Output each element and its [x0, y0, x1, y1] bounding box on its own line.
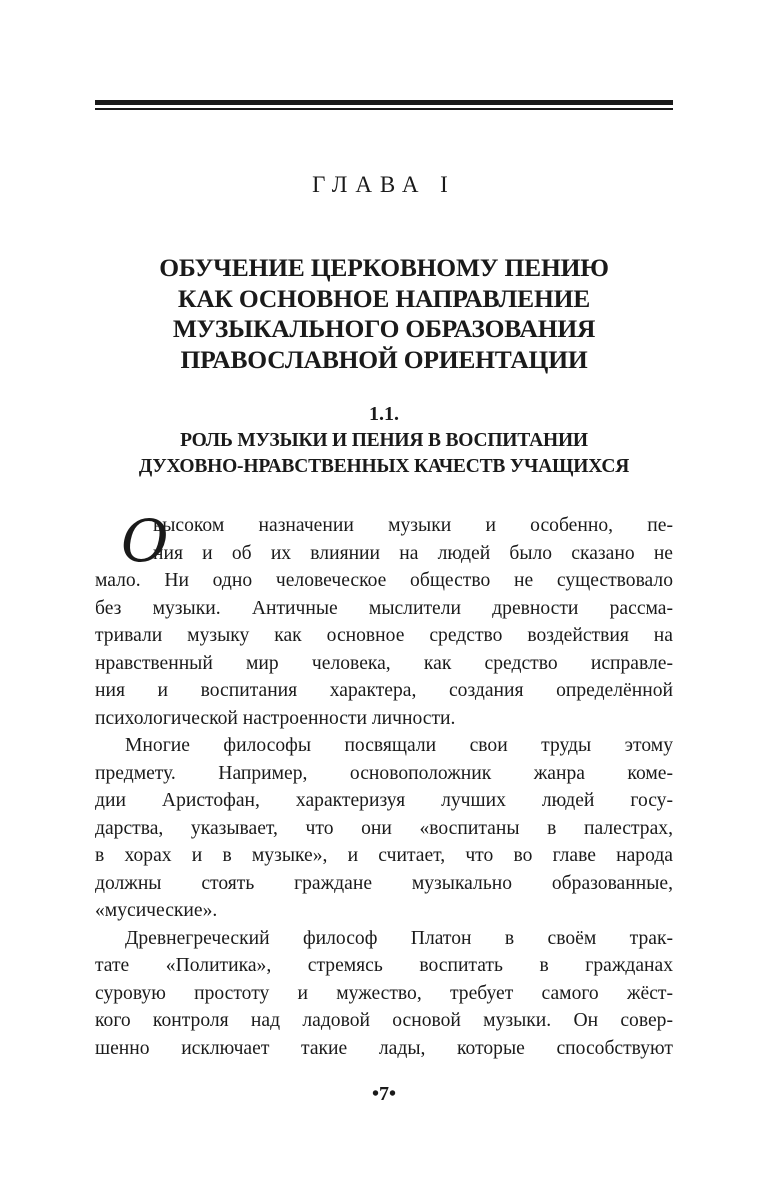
- text-line: кого контроля над ладовой основой музыки. Он совер-: [95, 1010, 673, 1031]
- text-line: дии Аристофан, характеризуя лучших людей госу-: [95, 790, 673, 811]
- text-line: предмету. Например, основоположник жанра коме-: [95, 762, 673, 784]
- chapter-title-line: МУЗЫКАЛЬНОГО ОБРАЗОВАНИЯ: [172, 314, 596, 343]
- text-line: ния и воспитания характера, создания определённой: [95, 680, 673, 701]
- text-line: «мусические».: [95, 900, 218, 921]
- text-line: тате «Политика», стремясь воспитать в гражданах: [95, 955, 673, 976]
- text-line: мало. Ни одно человеческое общество не существовало: [95, 570, 673, 591]
- text-line: дарства, указывает, что они «воспитаны в палестрах,: [95, 817, 673, 839]
- section-number: 1.1.: [369, 403, 399, 425]
- text-line: психологической настроенности личности.: [95, 707, 456, 729]
- chapter-title-line: КАК ОСНОВНОЕ НАПРАВЛЕНИЕ: [177, 283, 591, 313]
- chapter-title: [95, 253, 673, 375]
- body-text: [95, 507, 673, 1062]
- section-title-line: ДУХОВНО-НРАВСТВЕННЫХ КАЧЕСТВ УЧАЩИХСЯ: [138, 456, 630, 477]
- chapter-title-line: ПРАВОСЛАВНОЙ ОРИЕНТАЦИИ: [180, 344, 588, 374]
- chapter-label: ГЛАВА I: [312, 172, 456, 197]
- section-title: [95, 428, 673, 480]
- text-line: Древнегреческий философ Платон в своём трак-: [125, 927, 673, 949]
- text-line: в хорах и в музыке», и считает, что во главе народа: [95, 845, 673, 866]
- text-line: суровую простоту и мужество, требует самого жёст-: [95, 982, 673, 1004]
- text-line: нравственный мир человека, как средство исправле-: [95, 652, 673, 674]
- header-rule-thin: [95, 108, 673, 110]
- text-line: высоком назначении музыки и особенно, пе-: [153, 515, 673, 536]
- header-rule-thick: [95, 100, 673, 105]
- drop-cap: О: [121, 507, 169, 575]
- page-number: •7•: [371, 1083, 396, 1105]
- text-line: тривали музыку как основное средство воздействия на: [95, 625, 673, 646]
- text-line: без музыки. Античные мыслители древности рассма-: [95, 597, 673, 619]
- text-line: шенно исключает такие лады, которые способствуют: [95, 1037, 673, 1059]
- text-line: ния и об их влиянии на людей было сказано не: [153, 542, 673, 564]
- chapter-title-line: ОБУЧЕНИЕ ЦЕРКОВНОМУ ПЕНИЮ: [159, 253, 609, 282]
- section-title-line: РОЛЬ МУЗЫКИ И ПЕНИЯ В ВОСПИТАНИИ: [180, 430, 588, 451]
- text-line: должны стоять граждане музыкально образованные,: [95, 872, 673, 894]
- text-line: Многие философы посвящали свои труды этому: [125, 735, 673, 756]
